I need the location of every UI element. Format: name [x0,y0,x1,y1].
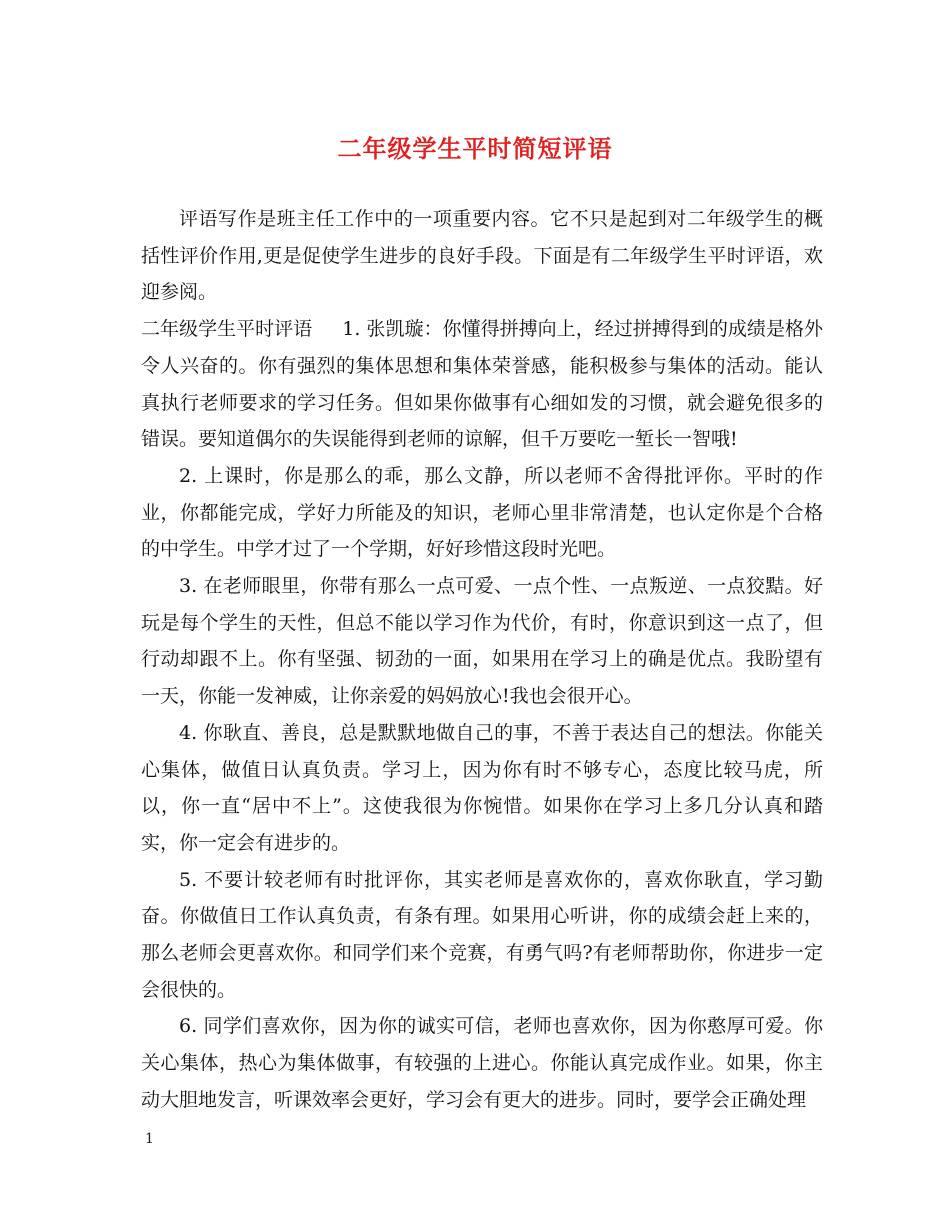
item-6-paragraph: 6. 同学们喜欢你，因为你的诚实可信，老师也喜欢你，因为你憨厚可爱。你关心集体，热心为集体做事，有较强的上进心。你能认真完成作业。如果，你主动大胆地发言，听课效率会更好，学习会有更大的进步。同时，要学会正确处理 [141,1015,823,1111]
item-1-text: 1. 张凯璇：你懂得拼搏向上，经过拼搏得到的成绩是格外令人兴奋的。你有强烈的集体思想和集体荣誉感，能积极参与集体的活动。能认真执行老师要求的学习任务。但如果你做事有心细如发的习惯，就会避免很多的错误。要知道偶尔的失误能得到老师的谅解，但千万要吃一堑长一智哦! [141,318,823,451]
item-4-paragraph: 4. 你耿直、善良，总是默默地做自己的事，不善于表达自己的想法。你能关心集体，做值日认真负责。学习上，因为你有时不够专心，态度比较马虎，所以，你一直“居中不上”。这使我很为你惋惜。如果你在学习上多几分认真和踏实，你一定会有进步的。 [141,721,823,854]
page-number: 1 [145,1131,154,1147]
section-paragraph [141,311,823,458]
intro-paragraph: 评语写作是班主任工作中的一项重要内容。它不只是起到对二年级学生的概括性评价作用,更是促使学生进步的良好手段。下面是有二年级学生平时评语，欢迎参阅。 [141,208,823,304]
item-5-paragraph: 5. 不要计较老师有时批评你，其实老师是喜欢你的，喜欢你耿直，学习勤奋。你做值日工作认真负责，有条有理。如果用心听讲，你的成绩会赶上来的，那么老师会更喜欢你。和同学们来个竞赛，有勇气吗?有老师帮助你，你进步一定会很快的。 [141,868,823,1001]
document-title: 二年级学生平时简短评语 [337,134,613,163]
item-3-paragraph: 3. 在老师眼里，你带有那么一点可爱、一点个性、一点叛逆、一点狡黠。好玩是每个学生的天性，但总不能以学习作为代价，有时，你意识到这一点了，但行动却跟不上。你有坚强、韧劲的一面，如果用在学习上的确是优点。我盼望有一天，你能一发神威，让你亲爱的妈妈放心!我也会很开心。 [141,575,823,708]
section-heading: 二年级学生平时评语 [141,318,313,341]
document-body [141,201,823,1119]
item-2-paragraph: 2. 上课时，你是那么的乖，那么文静，所以老师不舍得批评你。平时的作业，你都能完成，学好力所能及的知识，老师心里非常清楚，也认定你是个合格的中学生。中学才过了一个学期，好好珍惜这段时光吧。 [141,464,823,561]
